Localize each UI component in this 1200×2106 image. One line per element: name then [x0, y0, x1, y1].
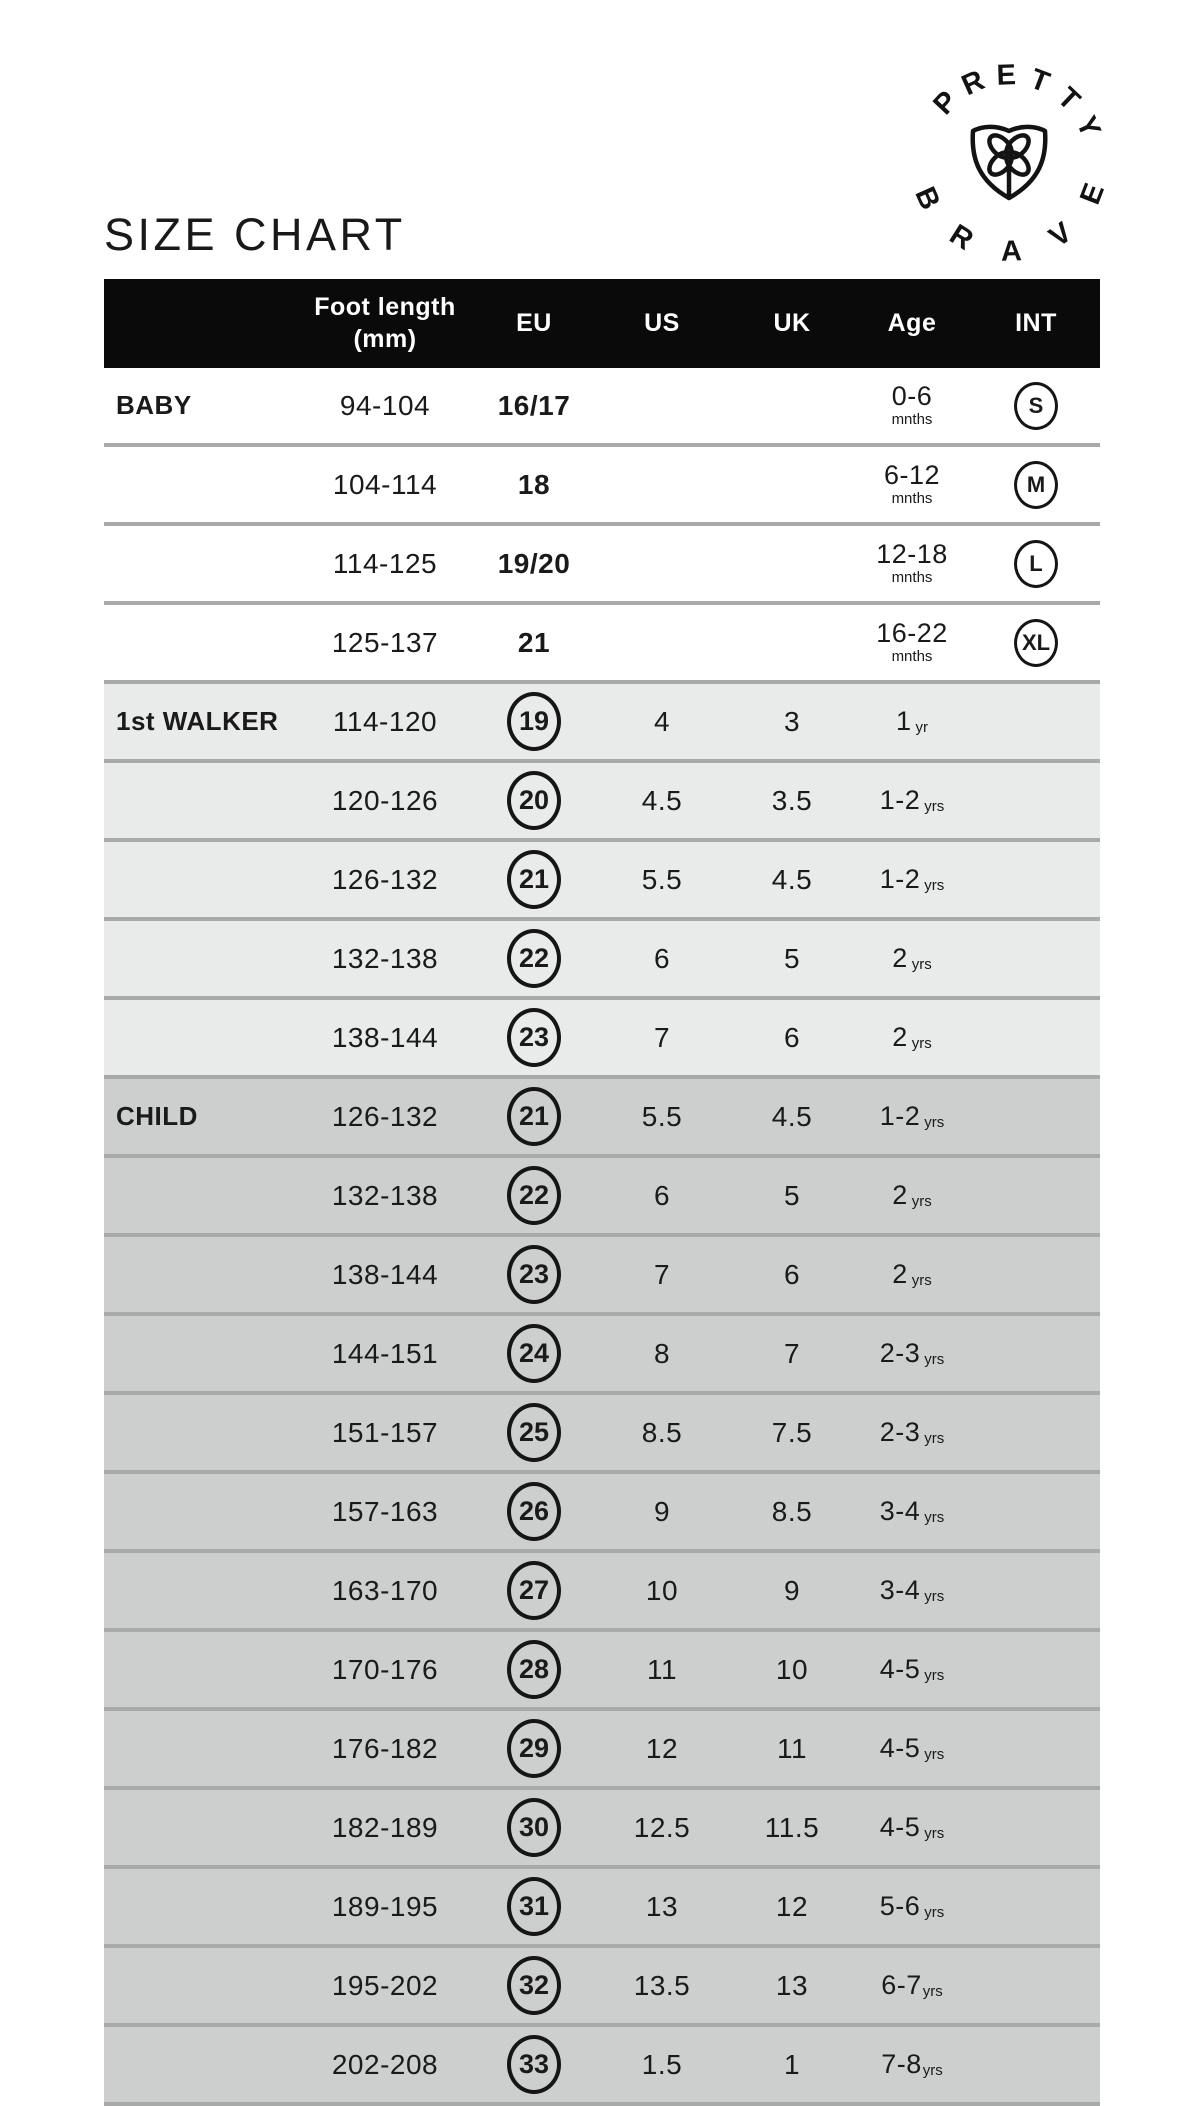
eu-size-circled: 29 [507, 1719, 561, 1778]
age-value: 3-4 [879, 1575, 921, 1605]
foot-length-cell: 104-114 [332, 468, 438, 500]
eu-cell [476, 1245, 592, 1304]
eu-size-circled: 22 [507, 929, 561, 988]
foot-length-cell: 157-163 [331, 1495, 439, 1527]
age-value: 2 [892, 943, 908, 973]
eu-size: 21 [517, 626, 551, 658]
eu-size-circled: 32 [507, 1956, 561, 2015]
int-cell [972, 619, 1100, 667]
eu-size-circled: 21 [507, 1087, 561, 1146]
age-unit: yrs [924, 877, 945, 894]
age-value: 1-2 [879, 864, 921, 894]
header-int: INT [1015, 308, 1057, 337]
age-unit: yrs [911, 1272, 932, 1289]
age-cell [852, 1812, 972, 1843]
us-cell: 5.5 [641, 1100, 683, 1132]
us-cell: 6 [653, 1179, 671, 1211]
uk-cell: 5 [783, 942, 801, 974]
age-value: 2 [892, 1180, 908, 1210]
foot-length-cell: 132-138 [331, 942, 439, 974]
logo-letter: B [908, 182, 947, 215]
foot-length-cell: 144-151 [331, 1337, 439, 1369]
age-value: 16-22 [876, 618, 948, 649]
age-cell [852, 1022, 972, 1053]
age-unit: yrs [924, 798, 945, 815]
table-row [104, 1632, 1100, 1711]
foot-length-cell: 114-125 [332, 547, 438, 579]
eu-cell [476, 850, 592, 909]
foot-length-cell: 195-202 [331, 1969, 439, 2001]
eu-cell [476, 469, 592, 501]
age-unit: yrs [911, 956, 932, 973]
us-cell: 13 [645, 1890, 679, 1922]
age-cell [852, 1417, 972, 1448]
int-size-circled: S [1014, 382, 1058, 430]
us-cell: 9 [653, 1495, 671, 1527]
table-row [104, 526, 1100, 605]
age-unit: yrs [924, 1746, 945, 1763]
age-unit: mnths [891, 569, 933, 587]
table-row [104, 1316, 1100, 1395]
header-foot-length-line1: Foot length [314, 293, 456, 322]
us-cell: 4 [653, 705, 671, 737]
table-row [104, 1237, 1100, 1316]
age-value: 7-8 [881, 2049, 922, 2079]
uk-cell: 4.5 [771, 863, 813, 895]
logo-letter: A [1000, 235, 1023, 268]
us-cell: 7 [653, 1258, 671, 1290]
header-us: US [644, 308, 680, 337]
foot-length-cell: 176-182 [331, 1732, 439, 1764]
age-value: 12-18 [876, 539, 948, 570]
age-cell [852, 1970, 972, 2001]
foot-length-cell: 126-132 [331, 863, 439, 895]
int-cell [972, 540, 1100, 588]
eu-cell [476, 1956, 592, 2015]
age-unit: yrs [924, 1351, 945, 1368]
eu-cell [476, 2035, 592, 2094]
us-cell: 13.5 [633, 1969, 691, 2001]
uk-cell: 4.5 [771, 1100, 813, 1132]
uk-cell: 6 [783, 1258, 801, 1290]
table-row [104, 2027, 1100, 2106]
uk-cell: 7.5 [771, 1416, 813, 1448]
eu-size-circled: 33 [507, 2035, 561, 2094]
table-body [104, 368, 1100, 2106]
us-cell: 7 [653, 1021, 671, 1053]
eu-cell [476, 1087, 592, 1146]
eu-size-circled: 19 [507, 692, 561, 751]
age-value: 1 [895, 706, 912, 736]
age-unit: mnths [891, 411, 933, 429]
age-unit: yrs [922, 1983, 943, 2000]
eu-cell [476, 1798, 592, 1857]
category-cell: CHILD [116, 1101, 198, 1131]
age-unit: yrs [924, 1588, 945, 1605]
age-value: 6-12 [883, 460, 941, 491]
foot-length-cell: 125-137 [331, 626, 439, 658]
int-cell [972, 382, 1100, 430]
age-cell [852, 943, 972, 974]
age-unit: yr [915, 719, 929, 736]
age-cell [852, 706, 972, 737]
table-row [104, 684, 1100, 763]
age-unit: yrs [924, 1904, 945, 1921]
age-unit: yrs [924, 1430, 945, 1447]
page-title: SIZE CHART [104, 209, 406, 260]
age-value: 4-5 [879, 1733, 921, 1763]
age-value: 1-2 [879, 785, 921, 815]
age-value: 4-5 [879, 1812, 921, 1842]
us-cell: 11 [646, 1653, 678, 1685]
table-row [104, 1395, 1100, 1474]
foot-length-cell: 94-104 [339, 389, 431, 421]
table-row [104, 1158, 1100, 1237]
size-table [104, 279, 1100, 2106]
table-row [104, 1948, 1100, 2027]
eu-size-circled: 25 [507, 1403, 561, 1462]
age-unit: yrs [924, 1114, 945, 1131]
table-row [104, 1000, 1100, 1079]
age-unit: yrs [924, 1825, 945, 1842]
eu-cell [476, 627, 592, 659]
age-cell [852, 1575, 972, 1606]
logo-letter: R [943, 218, 979, 257]
logo-letter: E [996, 59, 1017, 92]
age-value: 6-7 [881, 1970, 922, 2000]
age-cell [852, 1733, 972, 1764]
eu-cell [476, 771, 592, 830]
uk-cell: 12 [775, 1890, 809, 1922]
uk-cell: 3 [783, 705, 801, 737]
eu-size-circled: 20 [507, 771, 561, 830]
table-header [104, 279, 1100, 368]
eu-cell [476, 1482, 592, 1541]
eu-size-circled: 24 [507, 1324, 561, 1383]
table-row [104, 1869, 1100, 1948]
us-cell: 10 [645, 1574, 679, 1606]
int-size-circled: L [1014, 540, 1058, 588]
table-row [104, 921, 1100, 1000]
uk-cell: 13 [775, 1969, 809, 2001]
eu-cell [476, 929, 592, 988]
age-value: 0-6 [891, 381, 933, 412]
eu-size: 16/17 [497, 389, 571, 421]
logo-letter: T [1051, 81, 1086, 117]
uk-cell: 6 [783, 1021, 801, 1053]
age-cell [852, 461, 972, 507]
category-cell: BABY [116, 390, 192, 420]
header-age: Age [887, 308, 937, 337]
foot-length-cell: 132-138 [331, 1179, 439, 1211]
category-cell: 1st WALKER [116, 706, 279, 736]
foot-length-cell: 170-176 [331, 1653, 439, 1685]
age-cell [852, 382, 972, 428]
eu-cell [476, 548, 592, 580]
age-cell [852, 785, 972, 816]
age-cell [852, 1101, 972, 1132]
eu-size-circled: 28 [507, 1640, 561, 1699]
header-foot-length-line2: (mm) [353, 324, 417, 353]
foot-length-cell: 189-195 [331, 1890, 439, 1922]
logo-letter: V [1043, 216, 1078, 254]
shield-flower-icon [973, 127, 1046, 198]
logo-letter: R [957, 64, 990, 103]
age-unit: yrs [922, 2062, 943, 2079]
age-cell [852, 540, 972, 586]
age-value: 5-6 [879, 1891, 921, 1921]
age-cell [852, 1259, 972, 1290]
table-row [104, 1790, 1100, 1869]
eu-size-circled: 26 [507, 1482, 561, 1541]
logo-letter: Y [1069, 111, 1107, 143]
age-cell [852, 619, 972, 665]
foot-length-cell: 182-189 [331, 1811, 439, 1843]
int-cell [972, 461, 1100, 509]
foot-length-cell: 120-126 [331, 784, 439, 816]
eu-size-circled: 23 [507, 1245, 561, 1304]
eu-size: 18 [517, 468, 551, 500]
foot-length-cell: 138-144 [331, 1021, 439, 1053]
us-cell: 8.5 [641, 1416, 683, 1448]
brand-logo [898, 40, 1120, 284]
age-value: 2 [892, 1022, 908, 1052]
eu-cell [476, 692, 592, 751]
table-row [104, 763, 1100, 842]
age-unit: yrs [911, 1035, 932, 1052]
eu-cell [476, 1640, 592, 1699]
int-size-circled: XL [1014, 619, 1058, 667]
header-foot-length [294, 292, 476, 355]
us-cell: 5.5 [641, 863, 683, 895]
age-cell [852, 1496, 972, 1527]
us-cell: 12 [645, 1732, 679, 1764]
us-cell: 6 [653, 942, 671, 974]
age-unit: yrs [924, 1509, 945, 1526]
eu-cell [476, 1877, 592, 1936]
eu-cell [476, 1719, 592, 1778]
eu-cell [476, 1403, 592, 1462]
uk-cell: 11.5 [764, 1811, 820, 1843]
table-row [104, 447, 1100, 526]
table-row [104, 605, 1100, 684]
age-value: 2-3 [879, 1338, 921, 1368]
age-unit: yrs [924, 1667, 945, 1684]
eu-cell [476, 1561, 592, 1620]
age-unit: mnths [891, 490, 933, 508]
age-value: 1-2 [879, 1101, 921, 1131]
table-row [104, 1711, 1100, 1790]
table-row [104, 842, 1100, 921]
age-cell [852, 2049, 972, 2080]
age-unit: mnths [891, 648, 933, 666]
eu-size-circled: 30 [507, 1798, 561, 1857]
eu-cell [476, 1324, 592, 1383]
uk-cell: 11 [776, 1732, 808, 1764]
logo-letter: P [927, 84, 964, 121]
age-cell [852, 1654, 972, 1685]
us-cell: 4.5 [641, 784, 683, 816]
eu-cell [476, 390, 592, 422]
header-uk: UK [773, 308, 811, 337]
eu-cell [476, 1008, 592, 1067]
age-cell [852, 1338, 972, 1369]
age-value: 4-5 [879, 1654, 921, 1684]
age-cell [852, 1891, 972, 1922]
eu-size-circled: 21 [507, 850, 561, 909]
uk-cell: 9 [783, 1574, 801, 1606]
age-value: 2-3 [879, 1417, 921, 1447]
us-cell: 1.5 [641, 2048, 683, 2080]
eu-size-circled: 31 [507, 1877, 561, 1936]
logo-letter: T [1025, 62, 1054, 100]
uk-cell: 3.5 [771, 784, 813, 816]
foot-length-cell: 138-144 [331, 1258, 439, 1290]
foot-length-cell: 163-170 [331, 1574, 439, 1606]
uk-cell: 10 [775, 1653, 809, 1685]
eu-size-circled: 27 [507, 1561, 561, 1620]
foot-length-cell: 151-157 [331, 1416, 439, 1448]
age-cell [852, 864, 972, 895]
us-cell: 8 [653, 1337, 671, 1369]
table-row [104, 368, 1100, 447]
eu-cell [476, 1166, 592, 1225]
table-row [104, 1079, 1100, 1158]
foot-length-cell: 126-132 [331, 1100, 439, 1132]
table-row [104, 1474, 1100, 1553]
int-size-circled: M [1014, 461, 1058, 509]
us-cell: 12.5 [633, 1811, 691, 1843]
foot-length-cell: 114-120 [332, 705, 438, 737]
age-unit: yrs [911, 1193, 932, 1210]
age-cell [852, 1180, 972, 1211]
eu-size: 19/20 [497, 547, 571, 579]
eu-size-circled: 23 [507, 1008, 561, 1067]
age-value: 3-4 [879, 1496, 921, 1526]
header-eu: EU [516, 308, 552, 337]
logo-letter: E [1074, 179, 1111, 209]
age-value: 2 [892, 1259, 908, 1289]
eu-size-circled: 22 [507, 1166, 561, 1225]
uk-cell: 1 [783, 2048, 801, 2080]
uk-cell: 7 [783, 1337, 801, 1369]
uk-cell: 8.5 [771, 1495, 813, 1527]
uk-cell: 5 [783, 1179, 801, 1211]
foot-length-cell: 202-208 [331, 2048, 439, 2080]
table-row [104, 1553, 1100, 1632]
